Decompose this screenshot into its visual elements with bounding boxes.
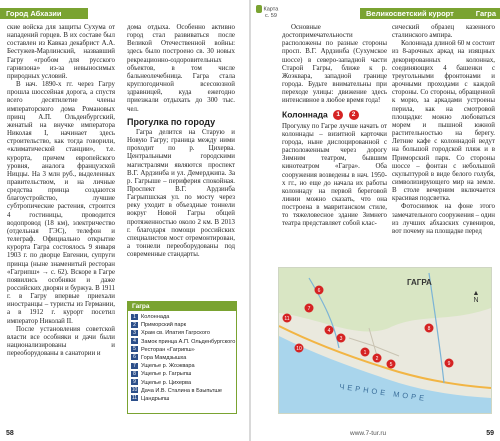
map-pin-label: 7 — [307, 306, 311, 312]
map-pin-1: 1 — [333, 110, 343, 120]
paragraph: В нач. 1890-х гг. через Гагру прошла шоссейная дорога, а спустя всего десятилетие члены императорского дома Романовых принц А.П. Ольденбургский, женатый на внучке императора Николая I, начинает здесь строительство, как тогда говорили, «климатической станции», т.е. курорта, причем европейского уровня, аналога французской Ниццы. На 3 млн руб., выделенных правительством, и на личные средства принца создаются благоустройство, лучшие субтропические растения, строится 4 гостиницы, проводится водопровод (18 км), электричество (отдельная ГЭС), телефон и телеграф. Официально открытие курорта Гагра состоялось 9 января 1903 г. по дворце Евгении, супруги принца (ныне знаменитый ресторан «Гагрипш» → с. 62). Вскоре в Гагре появились особняки и даже российских дворян и буржуа. В 1911 г. в Гагру впервые приехали иностранцы – туристы из Германии, а в 1912 г. курорт посетил император Николай II. — [7, 81, 116, 325]
legend-item — [131, 370, 233, 378]
map-pin-2: 2 — [349, 110, 359, 120]
map-pin-1 — [361, 348, 370, 357]
legend-number: 10 — [131, 387, 138, 394]
legend-label: Дача И.В. Сталина в Бзыпьтше — [141, 387, 223, 394]
legend-item — [131, 321, 233, 329]
legend-number: 3 — [131, 330, 138, 336]
legend-label: Ресторан «Гагрипш» — [141, 346, 195, 353]
legend-label: Приморский парк — [141, 322, 187, 329]
page-number: 59 — [486, 430, 494, 437]
section-title — [366, 8, 496, 19]
map-pin-label: 5 — [389, 362, 393, 368]
map-pin-9 — [445, 359, 454, 368]
paragraph: После установления советской власти все особняки и дачи были национализированы и переоборудованы в санатории и — [7, 325, 115, 358]
legend-number: 7 — [131, 363, 138, 369]
right-column-1 — [282, 24, 387, 229]
map-pin-label: 1 — [363, 350, 367, 356]
paragraph: Фотоснимок на фоне этого замечательного сооружения – один из лучших абхазских сувениров, вот почему на площадке перед — [392, 203, 495, 235]
map-pin-6 — [315, 286, 324, 295]
legend-title: Гагра — [128, 302, 236, 311]
map-pin-label: 4 — [327, 328, 331, 334]
paragraph: Колоннада длиной 60 м состоит из 8-арочных аркад на изящных декорированных колоннах, соединяющих 4 башенки с треугольными фронтонами и арочными проходами с каждой стороны. Со стороны, обращенной к морю, за аркадами устроены перила, как на смотровой площадке: можно любоваться морем и пышной южной растительностью на берегу. Летние кафе с колоннадой ведут на большой городской пляж и в Приморский парк. Со стороны шоссе – фонтан с небольшой скульптурой в виде белого голубя, символизирующего мир на земле. В столе вечерним включается красивая подсветка. — [392, 40, 495, 203]
legend-number: 11 — [131, 395, 138, 402]
legend-number: 2 — [131, 322, 138, 328]
map-reference — [256, 5, 278, 19]
paragraph: Основные достопримечательности расположены по разные стороны просп. В.Г. Ардзинба (Сухумское шоссе) в северо-западной части Старой Гагры, ближе к р. Жоэквара, западной границе города. Будьте внимательны при переходе улицы: движение здесь интенсивное в любое время года! — [282, 24, 387, 105]
legend-number: 5 — [131, 346, 138, 352]
legend-item — [131, 346, 233, 354]
left-header — [0, 0, 250, 22]
legend-label: Гора Мамдзышха — [141, 354, 187, 361]
paragraph: Прогулку по Гагре лучше начать от колоннады – визитной карточки города, ныне дислоцированной с расположенным через дорогу Зимним театром, бывшим кинотеатром «Гагра». Оба сооружения возведены в нач. 1950-х гг., но еще до начала их работы колоннаду на первой береговой линии можно сказать, что она построена в мавританском стиле, то тяжеловесное здание Зимнего театра представляет собой клас- — [282, 122, 387, 228]
map-sea-label: ЧЕРНОЕ МОРЕ — [338, 381, 428, 404]
legend-label: Храм св. Ипатия Гагрского — [141, 330, 210, 337]
map-pin-label: 6 — [317, 288, 321, 294]
legend-item — [131, 362, 233, 370]
legend-number: 1 — [131, 314, 138, 320]
map-pin-label: 2 — [375, 356, 379, 362]
north-arrow-icon: ▲ N — [472, 290, 480, 304]
city-map — [278, 267, 492, 414]
legend-item — [131, 338, 236, 346]
section-title-sub: Гагра — [475, 9, 496, 18]
legend-item — [131, 329, 233, 337]
subheading-text: Колоннада — [282, 108, 328, 119]
legend-label: Ущелье р. Гагрыпш — [141, 371, 192, 378]
section-heading — [282, 110, 387, 120]
map-pin-7 — [305, 304, 314, 313]
sea-area — [279, 336, 491, 413]
map-legend — [127, 301, 237, 414]
section-heading: Прогулка по городу — [127, 116, 216, 127]
legend-item — [131, 387, 233, 395]
map-pin-5 — [387, 360, 396, 369]
legend-label: Ущелье р. Жоэквара — [141, 363, 195, 370]
map-pin-8 — [425, 324, 434, 333]
right-column-2 — [392, 24, 495, 236]
paragraph: дома отдыха. Особенно активно город стал развиваться после Великой Отечественной войны: здесь было построено св. 30 новых рекреационно-оздоровительных объектов, в том числе бальнеолечебница. Гагра стала круглогодичной всесоюзной здравницей, куда ежегодно приезжали отдыхать до 300 тыс. чел. — [127, 24, 235, 113]
map-reference-page: с. 59 — [265, 13, 277, 19]
map-pin-label: 8 — [427, 326, 431, 332]
legend-label: Ущелье р. Цихерва — [141, 379, 192, 386]
website-url: www.7-tur.ru — [350, 430, 387, 437]
map-pin-label: 11 — [284, 316, 290, 322]
page-number: 58 — [6, 430, 14, 437]
legend-label: Замок принца А.П. Ольденбургского — [141, 338, 236, 345]
map-pin-icon — [256, 5, 262, 13]
left-column-1 — [7, 24, 115, 358]
legend-number: 6 — [131, 354, 138, 360]
map-pin-label: 10 — [296, 346, 302, 352]
legend-number: 8 — [131, 371, 138, 377]
section-title-main: Великосветский курорт — [366, 9, 454, 18]
map-reference-label: Карта — [263, 6, 279, 13]
legend-item — [131, 354, 233, 362]
hills-area — [279, 268, 491, 332]
map-pin-label: 9 — [447, 361, 451, 367]
legend-label: Цандрыпш — [141, 395, 170, 402]
legend-number: 9 — [131, 379, 138, 385]
legend-item — [131, 379, 233, 387]
legend-item — [131, 313, 233, 321]
paragraph: Гагра делится на Старую и Новую Гагру; граница между ними проходит по р. Цихерва. Центральными городскими магистралями являются проспект В.Г. Ардзинба и ул. Демерджипа. За р. Гагрыше – периферия спокойная. Проспект В.Г. Ардзинба Гагрыпшская ул. по мосту через реку уходит в объездные тоннели вокруг Новой Гагры общей протяженностью около 2 км. В 2013 г. благодаря помощи российских специалистов мост отремонтирован, а тоннели переоборудованы под современные стандарты. — [127, 128, 235, 259]
legend-label: Колоннада — [141, 314, 170, 320]
paragraph: сический образец казенного сталинского ампира. — [392, 24, 495, 40]
map-pin-10 — [295, 344, 304, 353]
legend-number: 4 — [131, 338, 138, 344]
legend-list — [128, 313, 236, 403]
map-pin-4 — [325, 326, 334, 335]
right-header — [250, 0, 500, 22]
left-column-2 — [127, 24, 235, 259]
map-pin-2 — [373, 354, 382, 363]
section-title: Город Абхазии — [6, 9, 62, 18]
map-city-label: ГАГРА — [407, 278, 432, 287]
map-pin-label: 3 — [339, 336, 343, 342]
map-pin-11 — [283, 314, 292, 323]
legend-item — [131, 395, 233, 403]
map-pin-3 — [337, 334, 346, 343]
paragraph: ские войска для защиты Сухума от нападений горцев. В их составе был составлен из Кавказ декабрист А.А. Бестужев-Марлинский, назвавший Гагру «гробом для русского гарнизона» из-за невыносимых природных условий. — [7, 24, 115, 80]
